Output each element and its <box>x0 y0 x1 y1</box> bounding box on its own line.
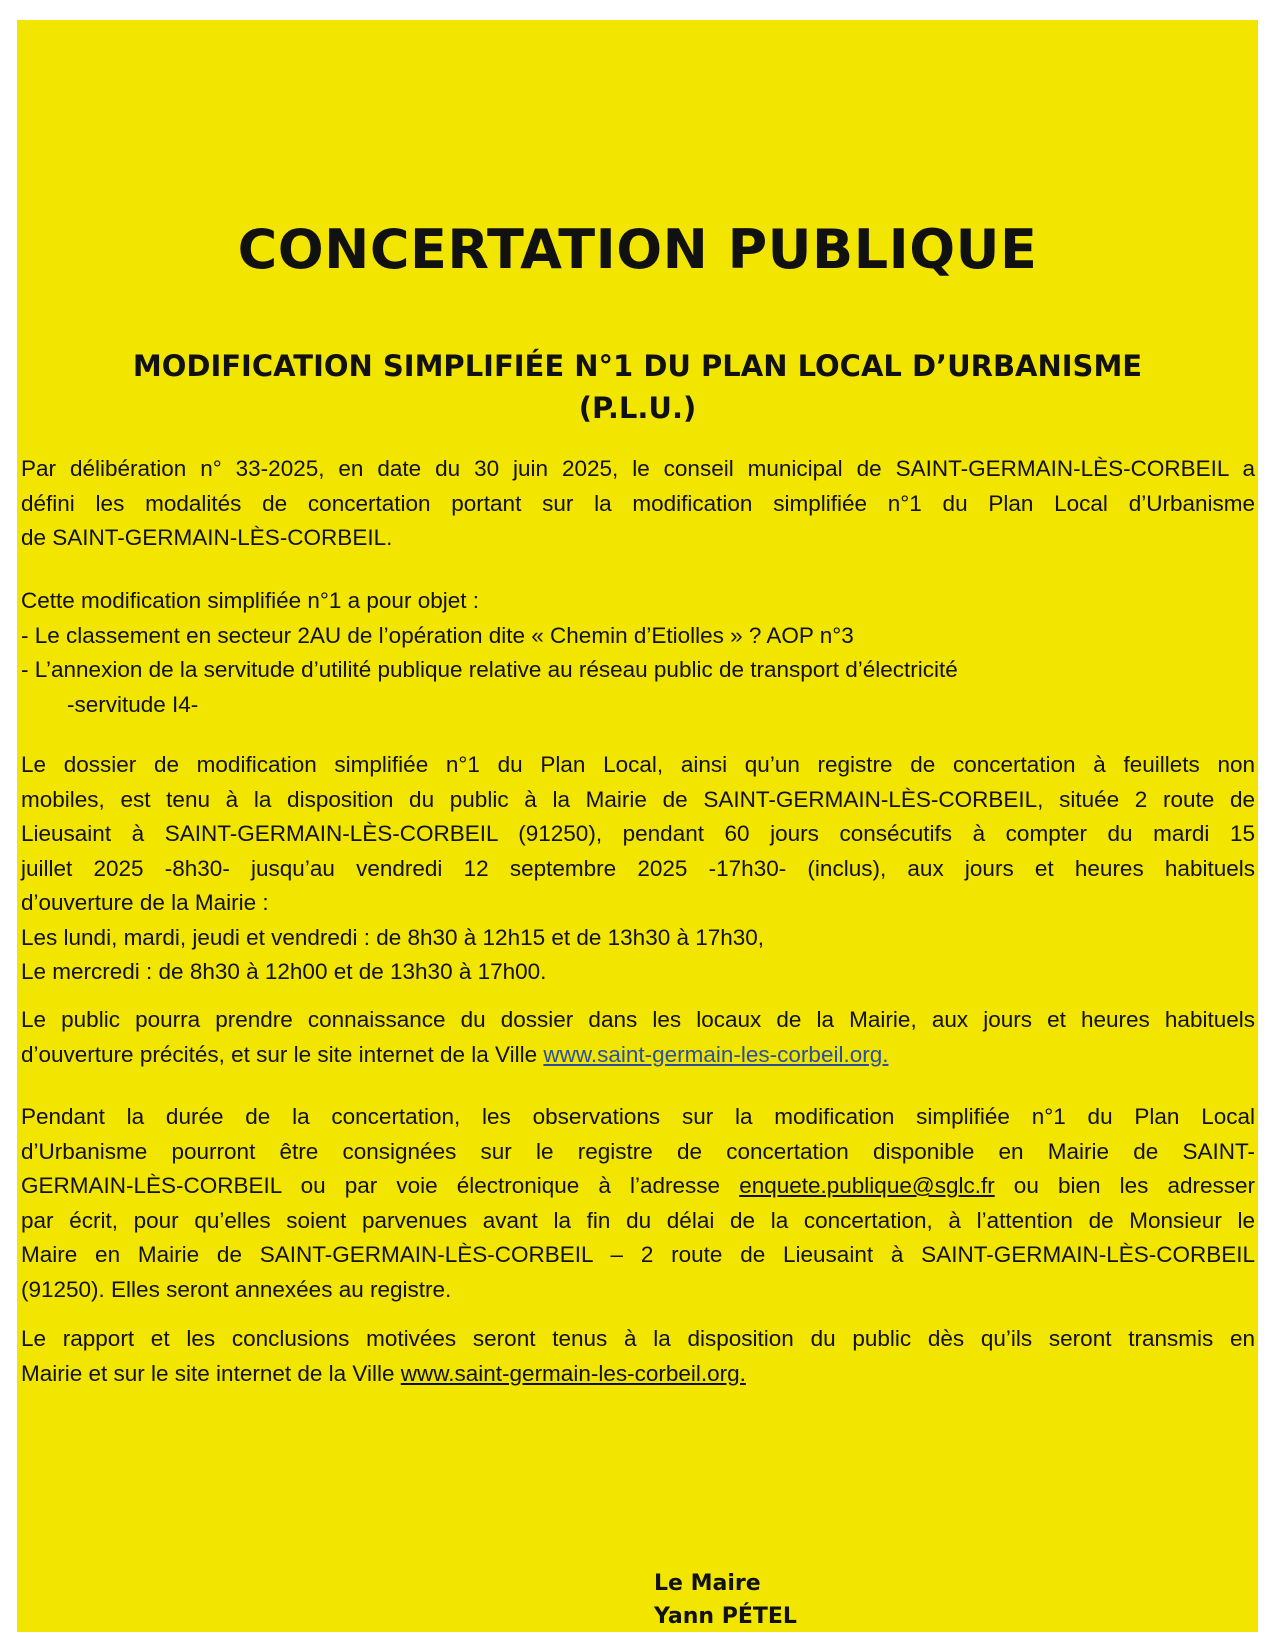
notice-subtitle <box>47 345 1228 429</box>
paragraph-report <box>21 1322 1255 1391</box>
opening-hours-wednesday: Le mercredi : de 8h30 à 12h00 et de 13h30 à 17h00. <box>21 959 547 984</box>
objectives-intro: Cette modification simplifiée n°1 a pour objet : <box>21 588 479 613</box>
website-link[interactable]: www.saint-germain-les-corbeil.org. <box>543 1041 889 1067</box>
subtitle-line-1: MODIFICATION SIMPLIFIÉE N°1 DU PLAN LOCAL D’URBANISME <box>132 349 1143 383</box>
paragraph-line: Le rapport et les conclusions motivées seront tenus à la disposition du public dès qu’ils seront transmis en <box>21 1326 1255 1351</box>
paragraph-line: Le public pourra prendre connaissance du dossier dans les locaux de la Mairie, aux jours et heures habituels <box>21 1007 1255 1032</box>
opening-hours-weekdays: Les lundi, mardi, jeudi et vendredi : de 8h30 à 12h15 et de 13h30 à 17h30, <box>21 924 765 950</box>
paragraph-objectives <box>21 584 1255 722</box>
paragraph-dossier <box>21 748 1255 990</box>
objective-item: - L’annexion de la servitude d’utilité publique relative au réseau public de transport d’électricité <box>21 657 958 682</box>
email-link[interactable]: enquete.publique@sglc.fr <box>739 1173 995 1198</box>
paragraph-text: ou bien les adresser <box>994 1173 1256 1198</box>
paragraph-line: Lieusaint à SAINT-GERMAIN-LÈS-CORBEIL (91250), pendant 60 jours consécutifs à compter du mardi 15 <box>21 821 1255 846</box>
paragraph-line: mobiles, est tenu à la disposition du public à la Mairie de SAINT-GERMAIN-LÈS-CORBEIL, située 2 route de <box>21 786 1255 812</box>
paragraph-line: d’Urbanisme pourront être consignées sur le registre de concertation disponible en Mairie de SAINT- <box>21 1138 1255 1164</box>
paragraph-line: défini les modalités de concertation portant sur la modification simplifiée n°1 du Plan Local d’Urbanisme <box>21 490 1255 516</box>
paragraph-line: juillet 2025 -8h30- jusqu’au vendredi 12 septembre 2025 -17h30- (inclus), aux jours et heures habituels <box>21 855 1255 881</box>
subtitle-line-2: (P.L.U.) <box>578 391 697 425</box>
paragraph-line: (91250). Elles seront annexées au registre. <box>21 1276 452 1302</box>
paragraph-line: de SAINT-GERMAIN-LÈS-CORBEIL. <box>21 525 393 550</box>
paragraph-text: Mairie et sur le site internet de la Ville <box>21 1360 401 1386</box>
paragraph-text: GERMAIN-LÈS-CORBEIL ou par voie électronique à l’adresse <box>21 1173 740 1198</box>
paragraph-line: Par délibération n° 33-2025, en date du 30 juin 2025, le conseil municipal de SAINT-GERMAIN-LÈS-CORBEIL a <box>21 456 1255 481</box>
paragraph-line <box>21 1038 1255 1073</box>
paragraph-deliberation <box>21 452 1255 556</box>
objective-item-continuation: -servitude I4- <box>67 691 199 717</box>
paragraph-line: Le dossier de modification simplifiée n°1 du Plan Local, ainsi qu’un registre de concertation à feuillets non <box>21 752 1255 777</box>
paragraph-line: Pendant la durée de la concertation, les observations sur la modification simplifiée n°1 du Plan Local <box>21 1104 1255 1129</box>
signature-block <box>654 1567 797 1633</box>
paragraph-consultation <box>21 1003 1255 1072</box>
paragraph-line <box>21 1169 1255 1204</box>
paragraph-line: d’ouverture de la Mairie : <box>21 890 269 915</box>
website-link[interactable]: www.saint-germain-les-corbeil.org. <box>400 1360 746 1386</box>
page-title: CONCERTATION PUBLIQUE <box>237 218 1038 281</box>
paragraph-line <box>21 1357 1255 1392</box>
paragraph-observations <box>21 1100 1255 1307</box>
paragraph-text: d’ouverture précités, et sur le site internet de la Ville <box>21 1041 544 1067</box>
signature-name: Yann PÉTEL <box>654 1604 797 1629</box>
notice-poster <box>17 20 1258 1632</box>
signature-role: Le Maire <box>654 1571 761 1596</box>
paragraph-line: par écrit, pour qu’elles soient parvenues avant la fin du délai de la concertation, à l’attention de Monsieur le <box>21 1207 1255 1233</box>
paragraph-line: Maire en Mairie de SAINT-GERMAIN-LÈS-CORBEIL – 2 route de Lieusaint à SAINT-GERMAIN-LÈS-CORBEIL <box>21 1242 1255 1267</box>
objective-item: - Le classement en secteur 2AU de l’opération dite « Chemin d’Etiolles » ? AOP n°3 <box>21 622 854 648</box>
